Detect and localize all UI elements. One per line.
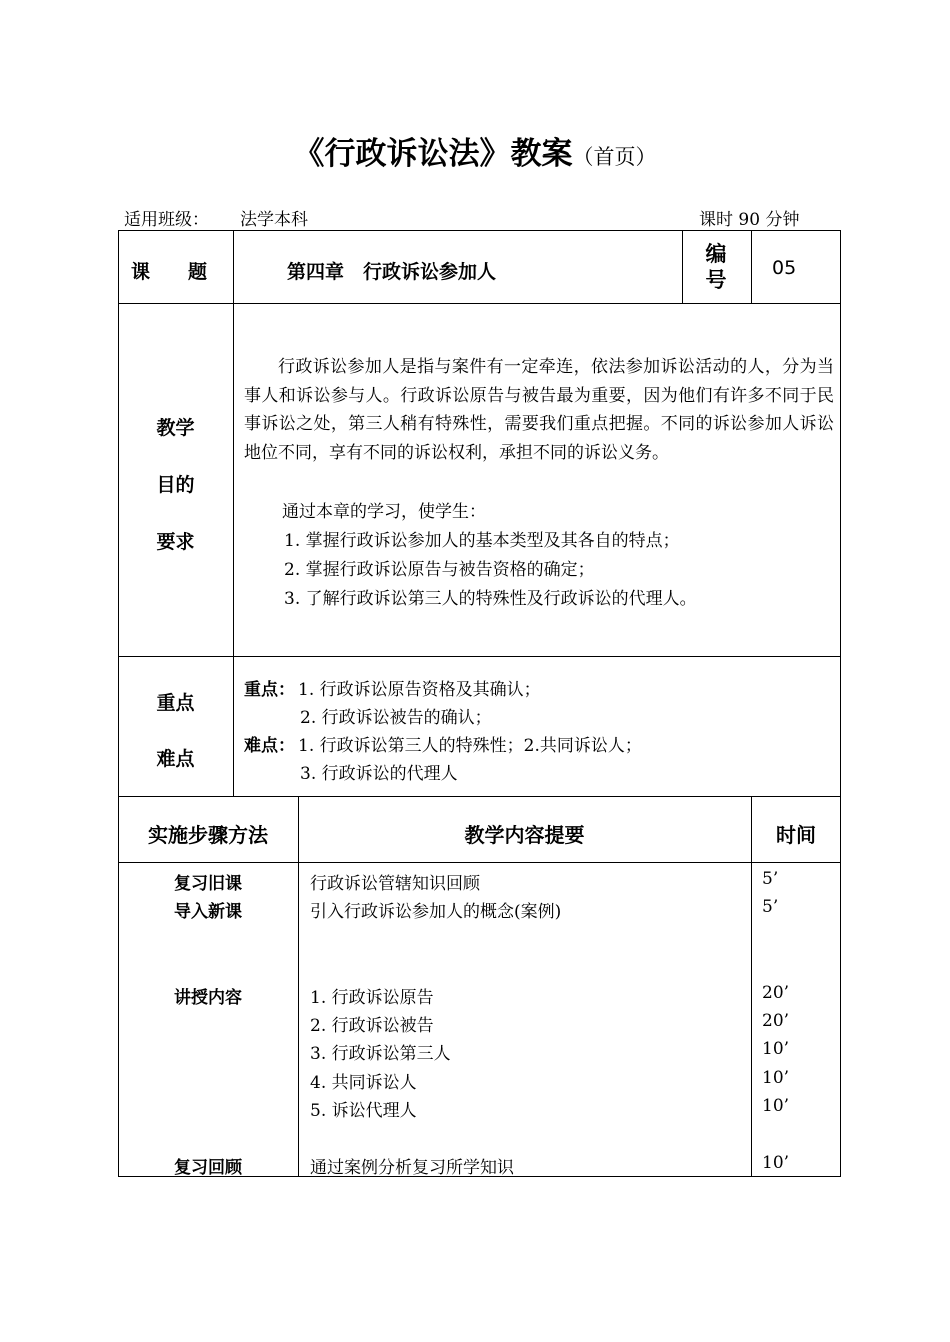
teach-time: 10’ [762, 1096, 790, 1116]
teach-time: 20’ [762, 1011, 790, 1031]
teach-item: 4. 共同诉讼人 [310, 1073, 417, 1093]
teach-item: 3. 行政诉讼第三人 [310, 1044, 451, 1064]
row-divider [118, 656, 841, 657]
topic-value: 第四章 行政诉讼参加人 [287, 261, 497, 283]
teach-time: 10’ [762, 1039, 790, 1059]
step-recap: 复习回顾 [174, 1158, 242, 1178]
objectives-paragraph: 行政诉讼参加人是指与案件有一定牵连，依法参加诉讼活动的人，分为当事人和诉讼参与人。行政诉讼原告与被告最为重要，因为他们有许多不同于民事诉讼之处，第三人稍有特殊性，需要我们重点把握。不同的诉讼参加人诉讼地位不同，享有不同的诉讼权利，承担不同的诉讼义务。 [244, 357, 834, 463]
key-item: 2. 行政诉讼被告的确认； [300, 708, 492, 728]
title-main: 《行政诉讼法》教案 [293, 136, 573, 172]
step-review: 复习旧课 [174, 874, 242, 894]
teach-item: 2. 行政诉讼被告 [310, 1016, 434, 1036]
duration: 课时 90 分钟 [699, 210, 800, 230]
number-label: 编号 [705, 242, 727, 292]
topic-label: 课 题 [131, 261, 208, 283]
content-review: 行政诉讼管辖知识回顾 [310, 874, 480, 894]
teach-item: 1. 行政诉讼原告 [310, 988, 434, 1008]
difficult-item: 3. 行政诉讼的代理人 [300, 764, 458, 784]
keypoints-label-2: 难点 [156, 748, 195, 770]
objectives-label-3: 要求 [156, 531, 195, 553]
objectives-label-2: 目的 [156, 474, 195, 496]
objective-item: 3. 了解行政诉讼第三人的特殊性及行政诉讼的代理人。 [284, 589, 697, 609]
teach-item: 5. 诉讼代理人 [310, 1101, 417, 1121]
time-review: 5’ [762, 869, 779, 889]
objectives-label-1: 教学 [156, 417, 195, 439]
row-divider [118, 303, 841, 304]
title-subtitle: （首页） [572, 145, 657, 169]
col-divider [682, 230, 683, 304]
step-intro: 导入新课 [174, 902, 242, 922]
row-divider [118, 862, 841, 863]
content-intro: 引入行政诉讼参加人的概念(案例) [310, 902, 562, 922]
schedule-header-step: 实施步骤方法 [148, 823, 268, 847]
col-divider [298, 796, 299, 1177]
step-teach: 讲授内容 [174, 988, 242, 1008]
class-value: 法学本科 [240, 210, 308, 230]
objectives-intro: 通过本章的学习，使学生： [282, 502, 486, 522]
col-divider [751, 230, 752, 304]
row-divider [118, 796, 841, 797]
schedule-header-time: 时间 [776, 823, 816, 847]
objective-item: 1. 掌握行政诉讼参加人的基本类型及其各自的特点； [284, 531, 680, 551]
schedule-header-content: 教学内容提要 [464, 823, 585, 847]
teach-time: 10’ [762, 1068, 790, 1088]
time-recap: 10’ [762, 1153, 790, 1173]
key-label: 重点： [244, 680, 295, 700]
keypoints-label-1: 重点 [156, 692, 195, 714]
time-intro: 5’ [762, 897, 779, 917]
content-recap: 通过案例分析复习所学知识 [310, 1158, 514, 1178]
teach-time: 20’ [762, 983, 790, 1003]
class-label: 适用班级： [124, 210, 209, 230]
difficult-label: 难点： [244, 736, 295, 756]
difficult-item: 1. 行政诉讼第三人的特殊性；2.共同诉讼人； [298, 736, 642, 756]
objective-item: 2. 掌握行政诉讼原告与被告资格的确定； [284, 560, 595, 580]
page-title [0, 128, 950, 173]
number-value: 05 [772, 257, 797, 279]
key-item: 1. 行政诉讼原告资格及其确认； [298, 680, 541, 700]
col-divider [233, 230, 234, 797]
col-divider [751, 796, 752, 1177]
